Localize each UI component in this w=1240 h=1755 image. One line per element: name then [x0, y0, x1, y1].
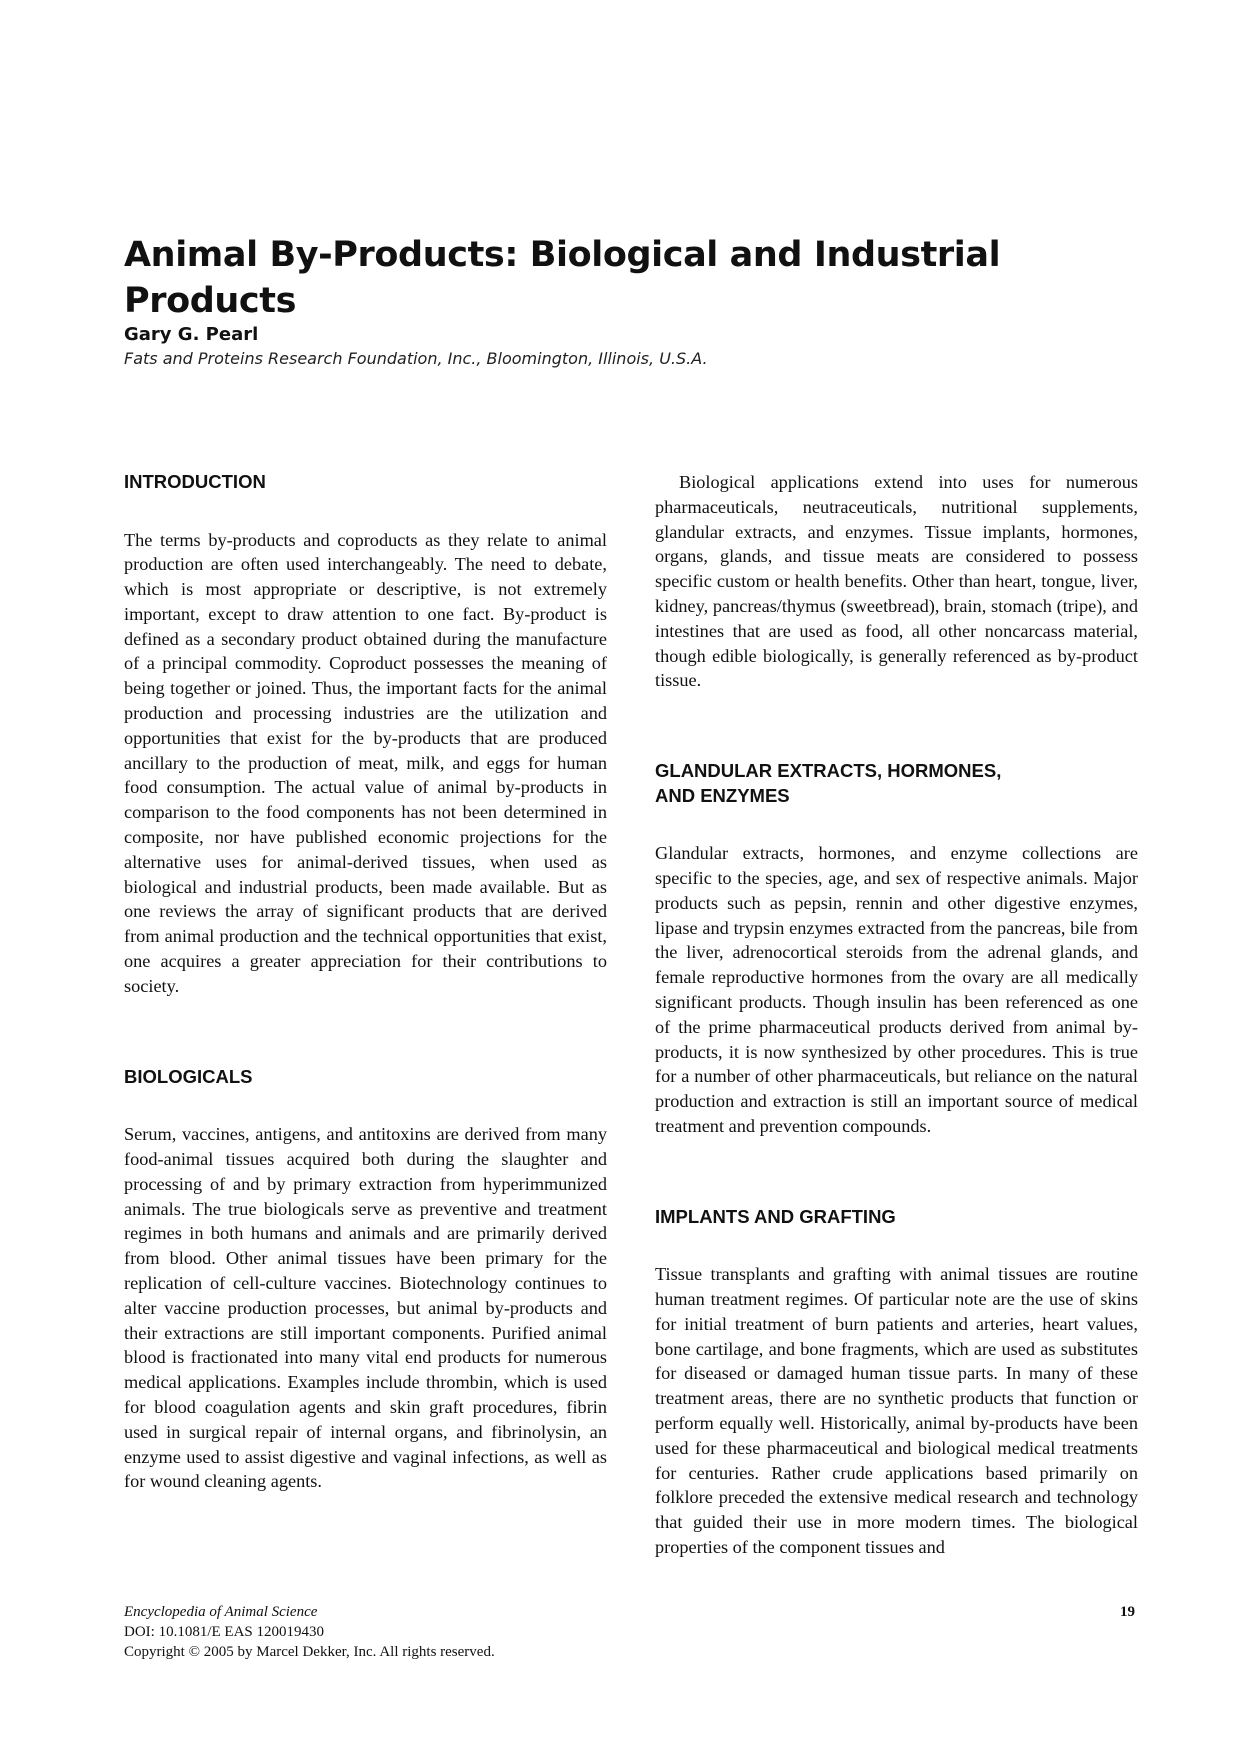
- section-heading-implants: IMPLANTS AND GRAFTING: [655, 1205, 896, 1227]
- introduction-paragraph: The terms by-products and coproducts as they relate to animal production are often used interchangeably. The need to debate, which is most appropriate or descriptive, is not extremely important, except to draw attention to one fact. By-product is defined as a secondary product obtained during the manufacture of a principal commodity. Coproduct possesses the meaning of being together or joined. Thus, the important facts for the animal production and processing industries are the utilization and opportunities that exist for the by-products that are produced ancillary to the production of meat, milk, and eggs for human food consumption. The actual value of animal by-products in comparison to the food components has not been determined in composite, nor have published economic projections for the alternative uses for animal-derived tissues, when used as biological and industrial products, been made available. But as one reviews the array of significant products that are derived from animal production and the technical opportunities that exist, one acquires a greater appreciation for their contributions to society.: [124, 529, 607, 996]
- right-column: [655, 470, 1138, 1560]
- glandular-heading-line1: GLANDULAR EXTRACTS, HORMONES,: [655, 760, 1002, 782]
- biologicals-continued-paragraph: Biological applications extend into uses for numerous pharmaceuticals, neutraceuticals, nutritional supplements, glandular extracts, and enzymes. Tissue implants, hormones, organs, glands, and tissue meats are considered to possess specific custom or health benefits. Other than heart, tongue, liver, kidney, pancreas/thymus (sweetbread), brain, stomach (tripe), and intestines that are used as food, all other noncarcass material, though edible biologically, is generally referenced as by-product tissue.: [655, 472, 1138, 691]
- page-number: 19: [1120, 1604, 1135, 1620]
- glandular-heading-line2: AND ENZYMES: [655, 784, 790, 806]
- copyright-text: Copyright © 2005 by Marcel Dekker, Inc. All rights reserved.: [124, 1644, 495, 1660]
- article-title: Animal By-Products: Biological and Industrial Products: [124, 235, 1001, 321]
- biologicals-paragraph: Serum, vaccines, antigens, and antitoxins are derived from many food-animal tissues acquired both during the slaughter and processing of and by primary extraction from hyperimmunized animals. The true biologicals serve as preventive and treatment regimes in both humans and animals and are primarily derived from blood. Other animal tissues have been primary for the replication of cell-culture vaccines. Biotechnology continues to alter vaccine production processes, but animal by-products and their extractions are still important components. Purified animal blood is fractionated into many vital end products for numerous medical applications. Examples include thrombin, which is used for blood coagulation agents and skin graft procedures, fibrin used in surgical repair of internal organs, and fibrinolysin, an enzyme used to assist digestive and vaginal infections, as well as for wound cleaning agents.: [124, 1124, 607, 1492]
- section-heading-glandular: [655, 759, 1138, 808]
- implants-paragraph: Tissue transplants and grafting with animal tissues are routine human treatment regimes. Of particular note are the use of skins for initial treatment of burn patients and arteries, heart values, bone cartilage, and bone fragments, which are used as substitutes for diseased or damaged human tissue parts. In many of these treatment areas, there are no synthetic products that function or perform equally well. Historically, animal by-products have been used for these pharmaceutical and biological medical treatments for centuries. Rather crude applications based primarily on folklore preceded the extensive medical research and technology that guided their use in more modern times. The biological properties of the component tissues and: [655, 1264, 1138, 1557]
- page-footer: [124, 1602, 495, 1662]
- journal-name: Encyclopedia of Animal Science: [124, 1604, 318, 1620]
- doi-text: DOI: 10.1081/E EAS 120019430: [124, 1624, 324, 1640]
- author-name: Gary G. Pearl: [124, 324, 259, 345]
- author-affiliation: Fats and Proteins Research Foundation, Inc., Bloomington, Illinois, U.S.A.: [124, 349, 708, 368]
- glandular-paragraph: Glandular extracts, hormones, and enzyme collections are specific to the species, age, and sex of respective animals. Major products such as pepsin, rennin and other digestive enzymes, lipase and trypsin enzymes extracted from the pancreas, bile from the liver, adrenocortical steroids from the adrenal glands, and female reproductive hormones from the ovary are all medically significant products. Though insulin has been referenced as one of the prime pharmaceutical products derived from animal by-products, it is now synthesized by other procedures. This is true for a number of other pharmaceuticals, but reliance on the natural production and extraction is still an important source of medical treatment and prevention compounds.: [655, 843, 1138, 1136]
- left-column: [124, 470, 607, 1494]
- section-heading-introduction: INTRODUCTION: [124, 471, 266, 492]
- section-heading-biologicals: BIOLOGICALS: [124, 1065, 253, 1087]
